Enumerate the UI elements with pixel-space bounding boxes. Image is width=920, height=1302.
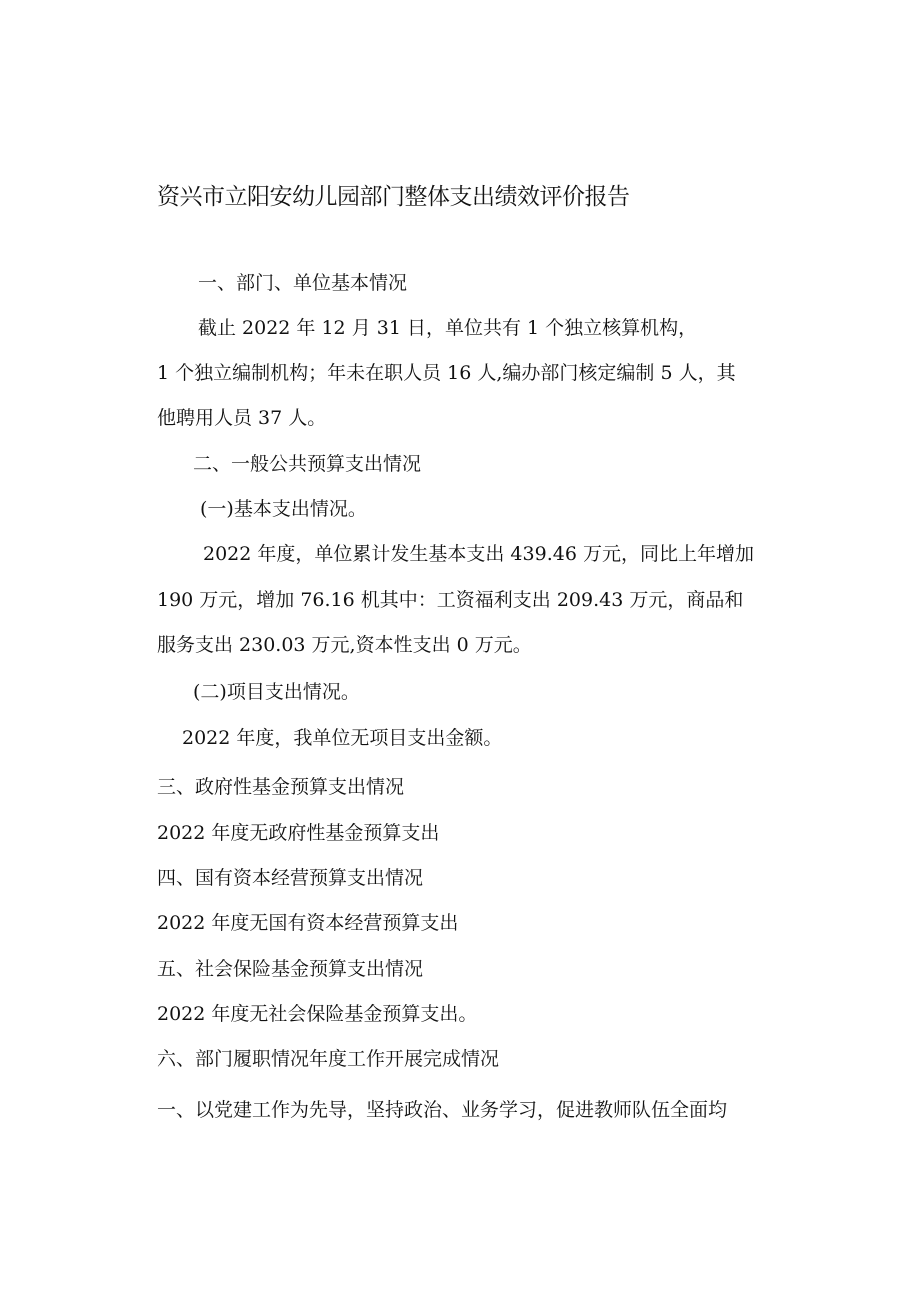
section-heading-duty-performance: 六、部门履职情况年度工作开展完成情况 xyxy=(157,1048,500,1070)
paragraph-line: 2022 年度无国有资本经营预算支出 xyxy=(157,912,459,934)
paragraph-line: 2022 年度无社会保险基金预算支出。 xyxy=(157,1003,478,1025)
paragraph-line: 1 个独立编制机构；年未在职人员 16 人,编办部门核定编制 5 人，其 xyxy=(157,362,736,384)
section-heading-social-insurance: 五、社会保险基金预算支出情况 xyxy=(157,958,424,980)
document-title: 资兴市立阳安幼儿园部门整体支出绩效评价报告 xyxy=(157,184,630,210)
paragraph-line: 2022 年度，单位累计发生基本支出 439.46 万元，同比上年增加 xyxy=(203,543,754,565)
section-heading-government-fund: 三、政府性基金预算支出情况 xyxy=(157,776,405,798)
paragraph-line: 190 万元，增加 76.16 机其中：工资福利支出 209.43 万元，商品和 xyxy=(157,589,744,611)
paragraph-line: 2022 年度无政府性基金预算支出 xyxy=(157,822,440,844)
paragraph-line: 服务支出 230.03 万元,资本性支出 0 万元。 xyxy=(157,634,532,656)
paragraph-line: 一、以党建工作为先导，坚持政治、业务学习，促进教师队伍全面均 xyxy=(157,1099,728,1121)
subsection-heading-basic-expenditure: (一)基本支出情况。 xyxy=(200,498,367,520)
paragraph-line: 截止 2022 年 12 月 31 日，单位共有 1 个独立核算机构， xyxy=(198,317,698,339)
section-heading-state-capital: 四、国有资本经营预算支出情况 xyxy=(157,867,424,889)
subsection-heading-project-expenditure: (二)项目支出情况。 xyxy=(193,681,360,703)
section-heading-general-budget: 二、一般公共预算支出情况 xyxy=(193,453,422,475)
section-heading-basic-info: 一、部门、单位基本情况 xyxy=(198,272,408,294)
paragraph-line: 2022 年度，我单位无项目支出金额。 xyxy=(182,727,503,749)
paragraph-line: 他聘用人员 37 人。 xyxy=(157,407,327,429)
